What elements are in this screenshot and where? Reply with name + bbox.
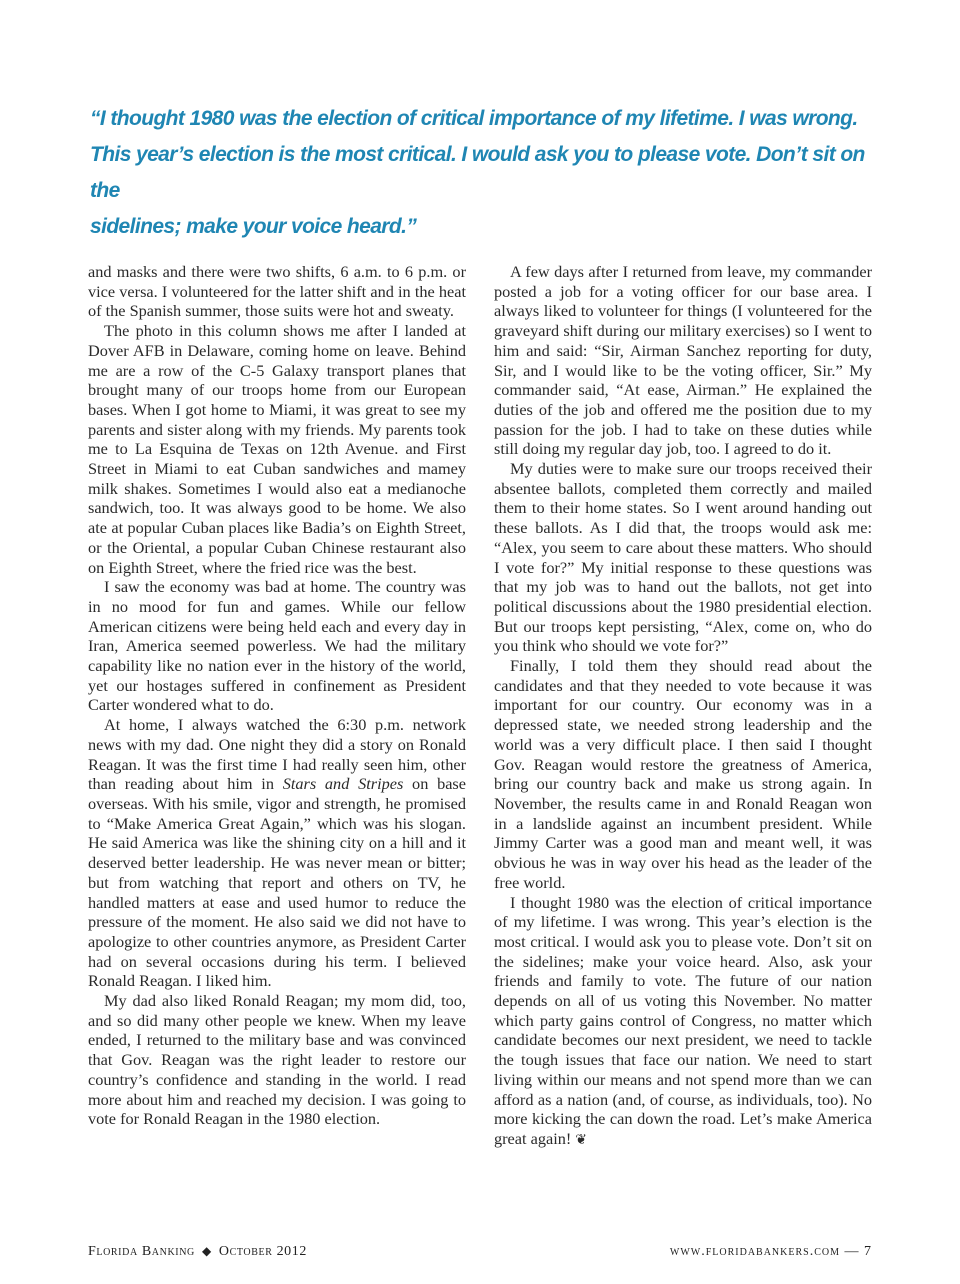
paragraph-text: on base overseas. With his smile, vigor and strength, he promised to “Make America Great Again,” which was his slogan. He said America was like the shining city on a hill and it deserved better leadership. He was never mean or bitter; but from watching that report and others on TV, he handled matters at ease and used humor to reduce the pressure of the moment. He also said we did not have to apologize to other countries anymore, as President Carter had on several occasions during his term. I believed Ronald Reagan. I liked him. bbox=[88, 774, 466, 991]
pull-quote-line: This year’s election is the most critical. I would ask you to please vote. Don’t sit on the bbox=[90, 143, 865, 202]
paragraph: I saw the economy was bad at home. The country was in no mood for fun and games. While our fellow American citizens were being held each and every day in Iran, America seemed powerless. We had the military capability like no nation ever in the history of the world, yet our hostages suffered in confinement as President Carter wondered what to do. bbox=[88, 577, 466, 715]
pull-quote-line: sidelines; make your voice heard.” bbox=[90, 215, 417, 238]
paragraph: Finally, I told them they should read about the candidates and that they needed to vote because it was important for our country. Our economy was in a depressed state, we needed strong leadership and the world was a very difficult place. I then said I thought Gov. Reagan would restore the greatness of America, bring our country back and make us strong again. In November, the results came in and Ronald Reagan won in a landslide against an incumbent president. While Jimmy Carter was a good man and meant well, it was obvious he was in way over his head as the leader of the free world. bbox=[494, 656, 872, 892]
paragraph bbox=[494, 893, 872, 1151]
publication-name: Florida Banking bbox=[88, 1244, 195, 1259]
paragraph: and masks and there were two shifts, 6 a.m. to 6 p.m. or vice versa. I volunteered for the latter shift and in the heat of the Spanish summer, those suits were hot and sweaty. bbox=[88, 262, 466, 321]
pull-quote-line: “I thought 1980 was the election of critical importance of my lifetime. I was wrong. bbox=[90, 107, 858, 130]
left-column bbox=[88, 262, 466, 1129]
right-column bbox=[494, 262, 872, 1151]
paragraph: My dad also liked Ronald Reagan; my mom did, too, and so did many other people we knew. When my leave ended, I returned to the military base and was convinced that Gov. Reagan was the right leader to restore our country’s confidence and standing in the world. I read more about him and reached my decision. I was going to vote for Ronald Reagan in the 1980 election. bbox=[88, 991, 466, 1129]
pull-quote bbox=[90, 101, 890, 245]
paragraph-text: I thought 1980 was the election of critical importance of my lifetime. I was wrong. This year’s election is the most critical. I would ask you to please vote. Don’t sit on the sidelines; make your voice heard. Also, ask your friends and family to vote. The future of our nation depends on all of us voting this November. No matter which party gains control of Congress, no matter which candidate becomes our next president, we need to tackle the tough issues that face our nation. We need to start living within our means and not spend more than we can afford as a nation (and, of course, as individuals, too). No more kicking the can down the road. Let’s make America great again! bbox=[494, 892, 872, 1148]
diamond-separator-icon: ◆ bbox=[201, 1244, 212, 1258]
publication-title: Stars and Stripes bbox=[282, 774, 404, 794]
footer-website-page: www.floridabankers.com — 7 bbox=[669, 1244, 872, 1259]
paragraph bbox=[88, 715, 466, 991]
issue-date: October 2012 bbox=[218, 1244, 307, 1259]
footer-publication bbox=[88, 1244, 307, 1264]
paragraph: The photo in this column shows me after I landed at Dover AFB in Delaware, coming home on leave. Behind me are a row of the C-5 Galaxy transport planes that brought many of our troops home from our European bases. When I got home to Miami, it was great to see my parents and sister along with my friends. My parents took me to La Esquina de Texas on 12th Avenue. and First Street in Miami to eat Cuban sandwiches and mamey milk shakes. Sometimes I would also eat a medianoche sandwich, too. It was always good to be home. We also ate at popular Cuban places like Badia’s on Eighth Street, or the Oriental, a popular Cuban Chinese restaurant also on Eighth Street, where the fried rice was the best. bbox=[88, 321, 466, 577]
paragraph-text: At home, I always watched the 6:30 p.m. network news with my dad. One night they did a story on Ronald Reagan. It was the first time I had really seen him, other than reading about him in bbox=[88, 715, 466, 794]
paragraph: A few days after I returned from leave, my commander posted a job for a voting officer for our base area. I always liked to volunteer for things (I volunteered for the graveyard shift during our military exercises) so I went to him and said: “Sir, Airman Sanchez reporting for duty, Sir, and I would like to be the voting officer, Sir.” My commander said, “At ease, Airman.” He explained the duties of the job and offered me the position due to my passion for the job. I had to take on these duties while still doing my regular day job, too. I agreed to do it. bbox=[494, 262, 872, 459]
end-mark-icon: ❦ bbox=[575, 1132, 588, 1148]
paragraph: My duties were to make sure our troops received their absentee ballots, completed them correctly and mailed them to their home states. So I went around handing out these ballots. As I did that, the troops would ask me: “Alex, you seem to care about these matters. Who should I vote for?” My initial response to these questions was that my job was to hand out the ballots, not get into political discussions about the 1980 presidential election. But our troops kept persisting, “Alex, come on, who do you think who should we vote for?” bbox=[494, 459, 872, 656]
